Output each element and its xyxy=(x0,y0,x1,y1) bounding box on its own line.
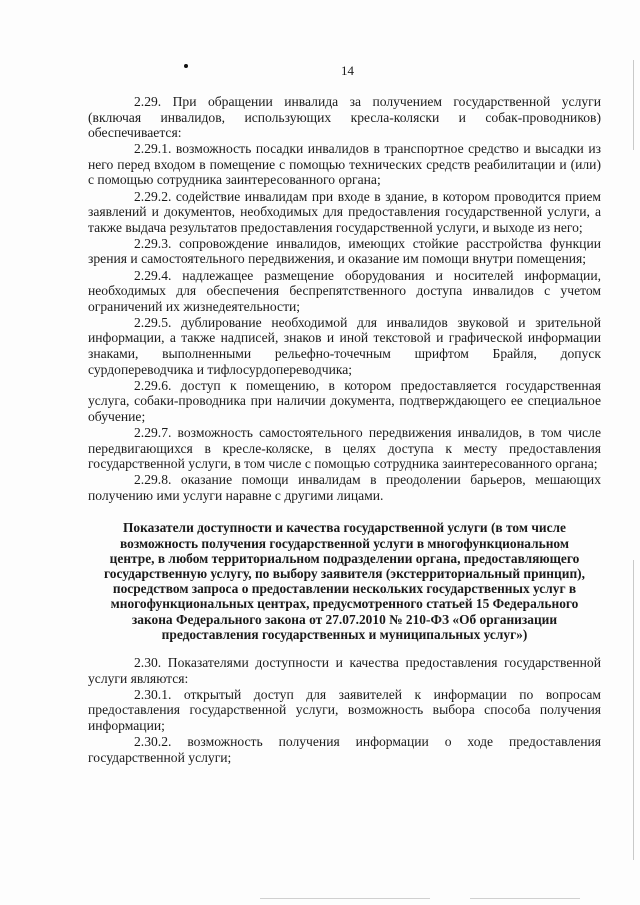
paragraph-2-29-4: 2.29.4. надлежащее размещение оборудования и носителей информации, необходимых для обеспечения беспрепятственного доступа инвалидов с учетом ограничений их жизнедеятельности; xyxy=(88,267,601,314)
paragraph-2-29-8: 2.29.8. оказание помощи инвалидам в преодолении барьеров, мешающих получению ими услуги наравне с другими лицами. xyxy=(88,472,601,503)
scan-edge-mark xyxy=(633,60,634,150)
page-number: 14 xyxy=(341,63,354,78)
scan-edge-mark xyxy=(470,898,580,899)
paragraph-2-30-2: 2.30.2. возможность получения информации о ходе предоставления государственной услуги; xyxy=(88,734,601,765)
scan-speck xyxy=(184,64,188,68)
paragraph-2-29-5: 2.29.5. дублирование необходимой для инвалидов звуковой и зрительной информации, а также надписей, знаков и иной текстовой и графической информации знаками, выполненными рельефно-точечным шрифтом Брайля, допуск сурдопереводчика и тифлосурдопереводчика; xyxy=(88,314,601,377)
paragraph-2-29: 2.29. При обращении инвалида за получением государственной услуги (включая инвалидов, использующих кресла-коляски и собак-проводников) обеспечивается: xyxy=(88,94,601,141)
scan-edge-mark xyxy=(260,898,430,899)
paragraph-2-30-1: 2.30.1. открытый доступ для заявителей к информации по вопросам предоставления государственной услуги, возможность выбора способа получения информации; xyxy=(88,686,601,733)
section-heading: Показатели доступности и качества государственной услуги (в том числе возможность получения государственной услуги в многофункциональном центре, в любом территориальном подразделении органа, предоставляющего государственную услугу, по выбору заявителя (экстерриториальный принцип), посредством запроса о предоставлении нескольких государственных услуг в многофункциональных центрах, предусмотренного статьей 15 Федерального закона Федерального закона от 27.07.2010 № 210-ФЗ «Об организации предоставления государственных и муниципальных услуг») xyxy=(104,520,585,642)
scan-edge-mark xyxy=(633,560,634,860)
paragraph-2-29-1: 2.29.1. возможность посадки инвалидов в транспортное средство и высадки из него перед входом в помещение с помощью технических средств реабилитации и (или) с помощью сотрудника заинтересованного органа; xyxy=(88,141,601,188)
paragraph-2-30: 2.30. Показателями доступности и качества предоставления государственной услуги являются: xyxy=(88,655,601,686)
paragraph-2-29-2: 2.29.2. содействие инвалидам при входе в здание, в котором проводится прием заявлений и документов, необходимых для предоставления государственной услуги, а также выдача результатов предоставления государственной услуги, и выходе из него; xyxy=(88,188,601,235)
paragraph-2-29-3: 2.29.3. сопровождение инвалидов, имеющих стойкие расстройства функции зрения и самостоятельного передвижения, и оказание им помощи внутри помещения; xyxy=(88,235,601,267)
paragraph-2-29-7: 2.29.7. возможность самостоятельного передвижения инвалидов, в том числе передвигающихся в кресле-коляске, в целях доступа к месту предоставления государственной услуги, в том числе с помощью сотрудника заинтересованного органа; xyxy=(88,424,601,472)
document-body xyxy=(88,94,601,766)
paragraph-2-29-6: 2.29.6. доступ к помещению, в котором предоставляется государственная услуга, собаки-проводника при наличии документа, подтверждающего ее специальное обучение; xyxy=(88,377,601,424)
